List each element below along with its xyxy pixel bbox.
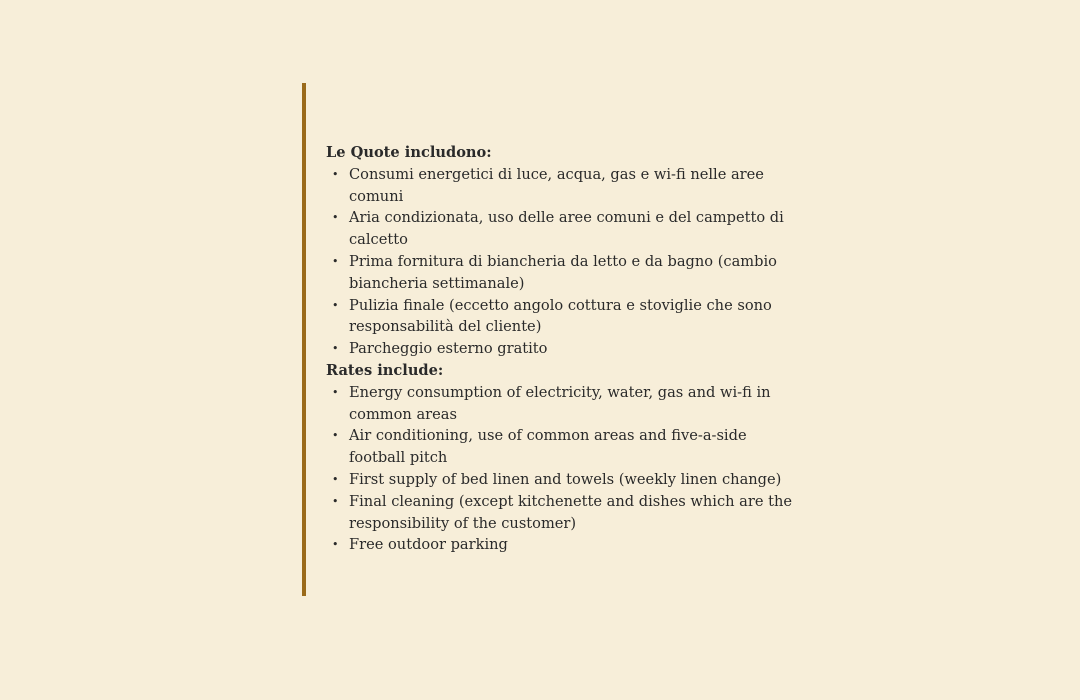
list-item: • Pulizia finale (eccetto angolo cottura e stoviglie che sono responsabilità del cliente) [332,296,772,336]
bullet-icon: • [332,211,339,225]
section-title-italian: Le Quote includono: [326,144,492,161]
bullet-icon: • [332,429,339,443]
list-item: • Final cleaning (except kitchenette and dishes which are the responsibility of the customer) [332,492,793,532]
bullet-icon: • [332,254,339,268]
italian-list [326,164,796,360]
list-item: • Aria condizionata, uso delle aree comuni e del campetto di calcetto [332,209,784,249]
rates-content [326,142,796,556]
list-item: • Consumi energetici di luce, acqua, gas e wi-fi nelle aree comuni [332,165,764,205]
bullet-icon: • [332,167,339,181]
bullet-icon: • [332,494,339,508]
bullet-icon: • [332,385,339,399]
english-list [326,382,796,556]
bullet-icon: • [332,298,339,312]
bullet-icon: • [332,538,339,552]
bullet-icon: • [332,342,339,356]
list-item: • Air conditioning, use of common areas and five-a-side football pitch [332,427,747,467]
list-item: • First supply of bed linen and towels (weekly linen change) [326,469,796,491]
list-item: • Parcheggio esterno gratito [326,338,796,360]
accent-bar [302,83,306,596]
list-item: • Prima fornitura di biancheria da letto e da bagno (cambio biancheria settimanale) [332,252,777,292]
list-item: • Energy consumption of electricity, water, gas and wi-fi in common areas [332,383,771,423]
list-item: • Free outdoor parking [326,534,796,556]
section-title-english: Rates include: [326,361,444,379]
bullet-icon: • [332,472,339,486]
